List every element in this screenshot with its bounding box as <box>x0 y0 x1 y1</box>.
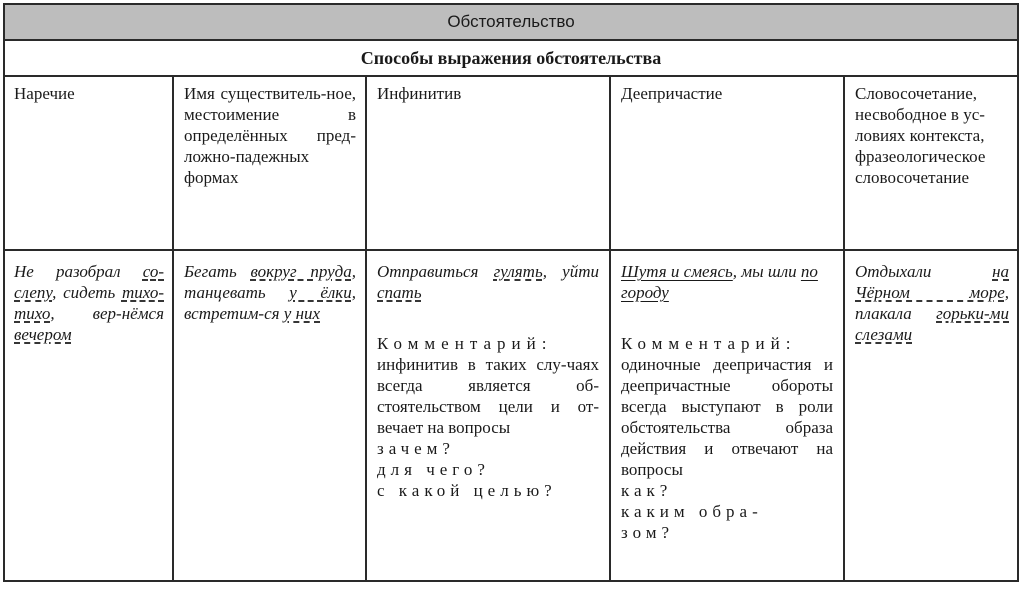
underlined-word: Шутя и смеясь <box>621 262 733 281</box>
comment-participle <box>621 333 833 543</box>
table-subtitle: Способы выражения обстоятельства <box>5 41 1017 77</box>
underlined-word: вокруг пруда <box>250 262 352 281</box>
comment-text: инфинитив в таких слу-чаях всегда является об-стоятельством цели и от-вечает на вопросы <box>377 355 599 437</box>
column-header-phrase: Словосочетание, несвободное в ус-ловиях контекста, фразеологическое словосочетание <box>855 84 986 187</box>
underlined-word: тихо-тихо <box>14 283 164 323</box>
example-noun: Бегать вокруг пруда, танцевать у ёлки, встретим-ся у них <box>184 262 356 323</box>
underlined-word: горьки-ми слезами <box>855 304 1009 344</box>
row-divider <box>5 249 1017 251</box>
underlined-word: со-слепу <box>14 262 164 302</box>
comment-question: для чего? <box>377 460 490 479</box>
comment-infinitive <box>377 333 599 501</box>
comment-text: одиночные деепричастия и деепричастные обороты всегда выступают в роли обстоятельства образа действия и отвечают на вопросы <box>621 355 833 479</box>
comment-question: с какой целью? <box>377 481 557 500</box>
column-divider <box>609 77 611 580</box>
example-phrase: Отдыхали на Чёрном море, плакала горьки-ми слезами <box>855 262 1009 344</box>
grammar-table <box>3 3 1019 582</box>
column-divider <box>365 77 367 580</box>
underlined-word: у ёлки <box>289 283 352 302</box>
underlined-word: гулять <box>493 262 543 281</box>
column-header-noun: Имя существитель-ное, местоимение в определённых пред-ложно-падежных формах <box>184 84 356 187</box>
column-header-participle: Деепричастие <box>621 84 723 103</box>
column-divider <box>843 77 845 580</box>
underlined-word: у них <box>283 304 321 323</box>
example-participle: Шутя и смеясь, мы шли по городу Комментарий: одиночные деепричастия и деепричастные обороты всегда выступают в роли обстоятельства образа действия и отвечают на вопросы как? каким обра- зом? <box>621 262 833 542</box>
example-infinitive: Отправиться гулять, уйти спать Комментарий: инфинитив в таких слу-чаях всегда является об-стоятельством цели и от-вечает на вопросы зачем? для чего? с какой целью? <box>377 262 599 500</box>
underlined-word: вечером <box>14 325 72 344</box>
table-title: Обстоятельство <box>5 5 1017 41</box>
column-header-adverb: Наречие <box>14 84 75 103</box>
comment-label: Комментарий: <box>377 334 553 353</box>
comment-question: как? <box>621 481 673 500</box>
comment-question: зачем? <box>377 439 455 458</box>
comment-question: каким обра- <box>621 502 763 521</box>
underlined-word: по городу <box>621 262 818 302</box>
comment-label: Комментарий: <box>621 334 797 353</box>
column-header-infinitive: Инфинитив <box>377 84 462 103</box>
example-adverb: Не разобрал со-слепу, сидеть тихо-тихо, вер-нёмся вечером <box>14 262 164 344</box>
underlined-word: на Чёрном море <box>855 262 1009 302</box>
underlined-word: спать <box>377 283 422 302</box>
comment-question: зом? <box>621 523 675 542</box>
column-divider <box>172 77 174 580</box>
